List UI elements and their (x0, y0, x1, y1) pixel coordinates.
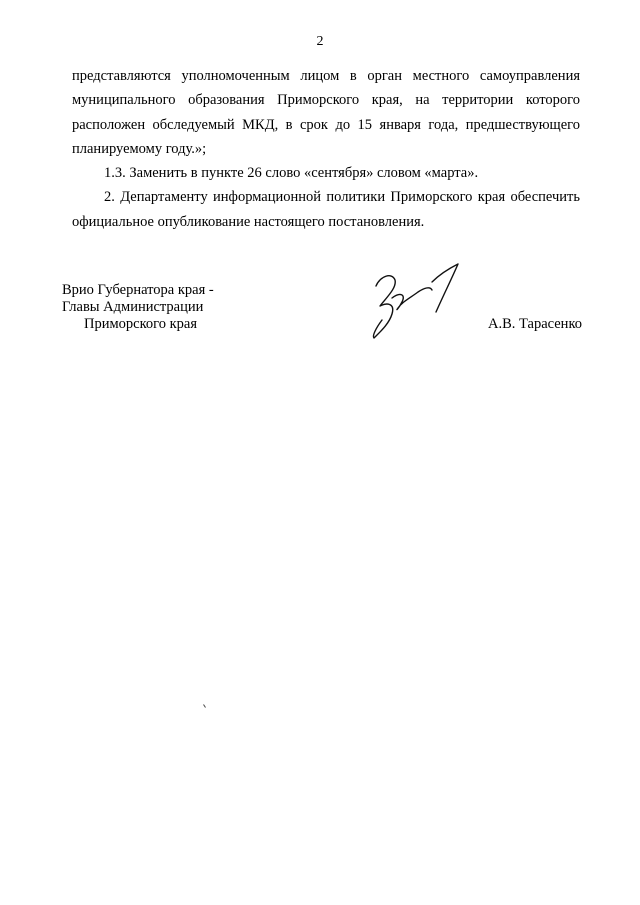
page-number: 2 (316, 34, 324, 49)
signatory-name: А.В. Тарасенко (488, 316, 583, 332)
paragraph-item-1-3: 1.3. Заменить в пункте 26 слово «сентября» словом «марта». (104, 165, 479, 182)
signatory-title (62, 282, 214, 333)
document-body (72, 64, 580, 234)
signatory-title-line-1: Врио Губернатора края - (62, 282, 214, 298)
signatory-title-line-2: Главы Администрации (62, 299, 204, 315)
paragraph-item-2: 2. Департаменту информационной политики Приморского края обеспечить официальное опубликование настоящего постановления. (72, 189, 580, 230)
stray-mark-icon (203, 704, 206, 708)
signatory-title-line-3: Приморского края (84, 316, 198, 332)
paragraph-continuation: представляются уполномоченным лицом в орган местного самоуправления муниципального образования Приморского края, на территории которого расположен обследуемый МКД, в срок до 15 января года, предшествующего планируемому году.»; (72, 68, 580, 157)
handwritten-signature-icon (362, 258, 472, 344)
